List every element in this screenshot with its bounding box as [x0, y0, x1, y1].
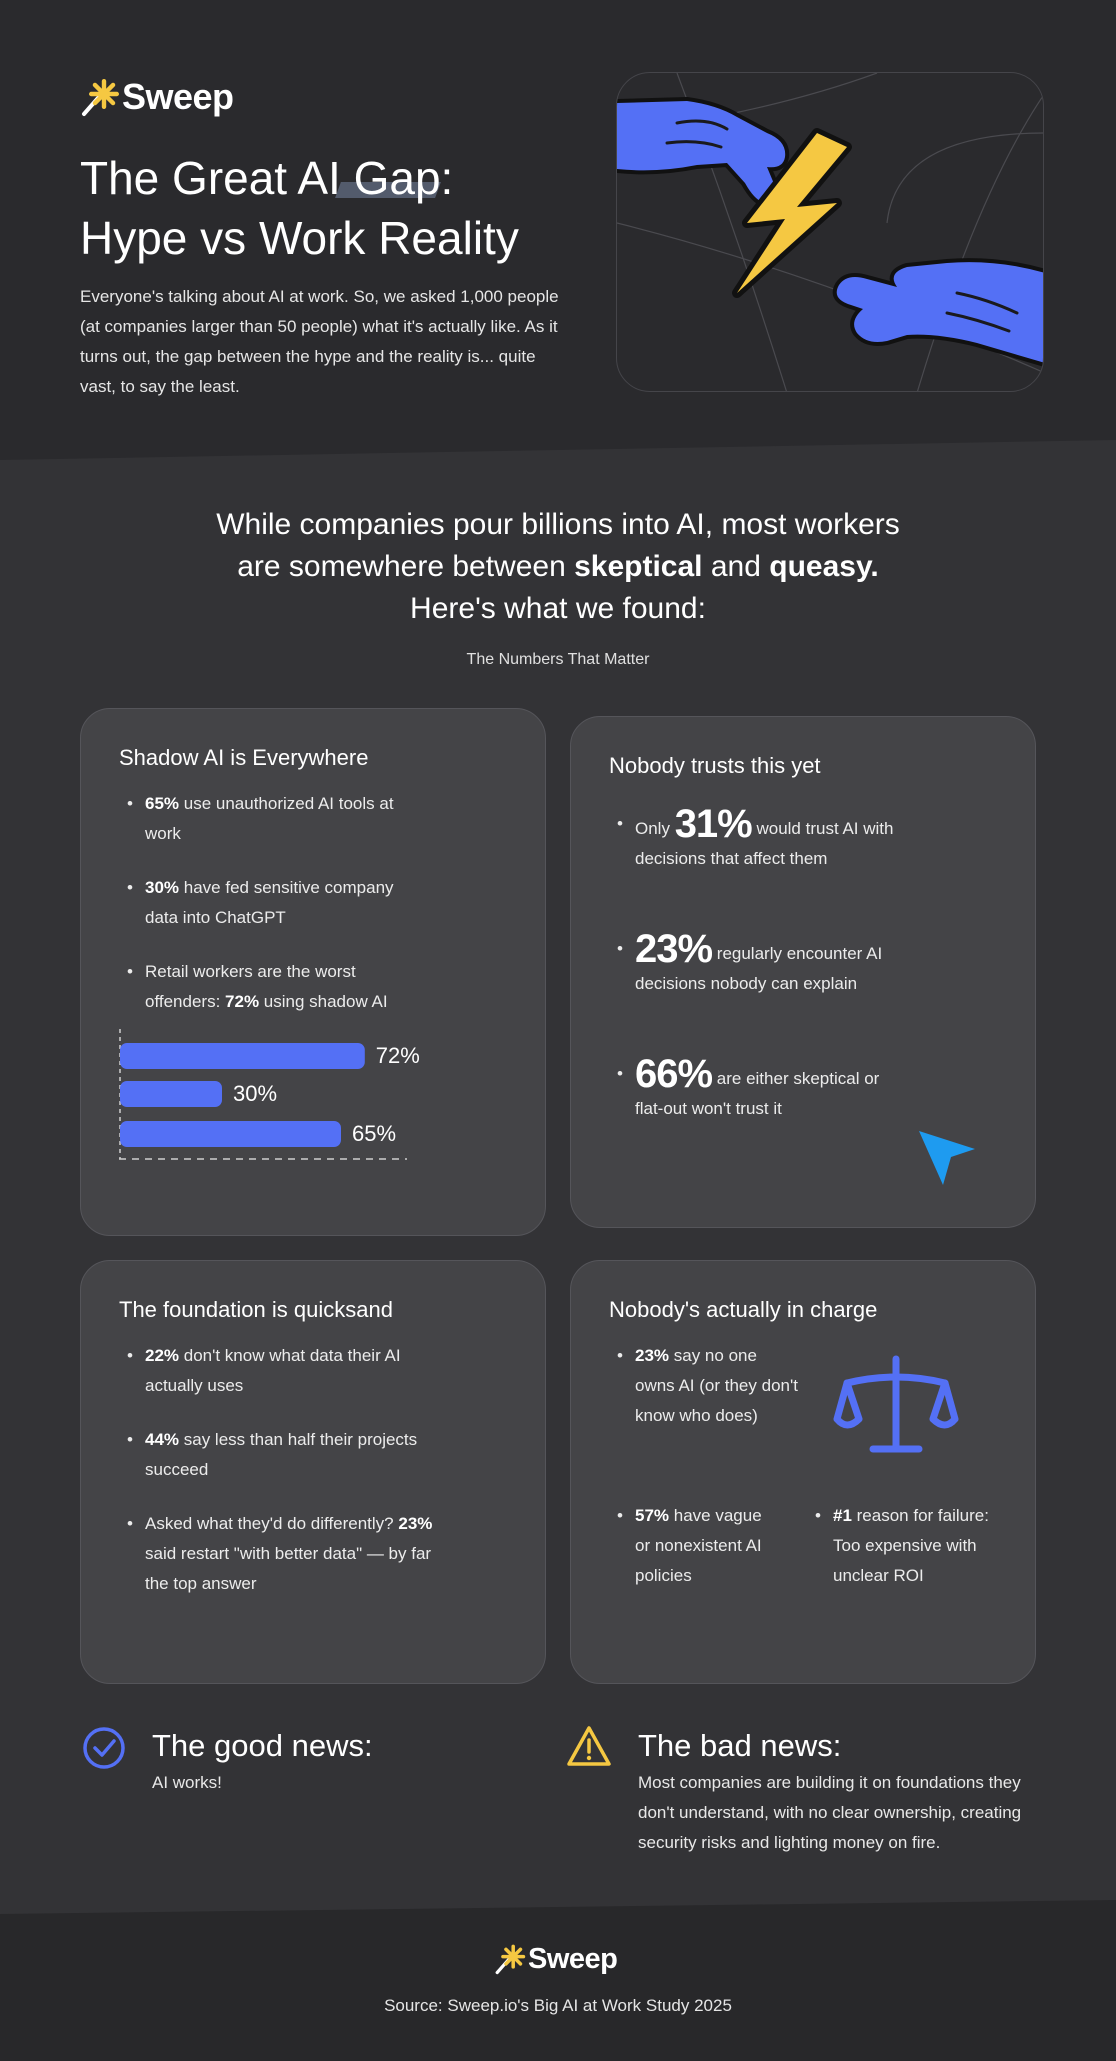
page-title [80, 148, 600, 268]
hero-illustration [616, 72, 1044, 392]
stat-list [807, 1501, 997, 1591]
stat-list [609, 802, 909, 1124]
list-item: • 44% say less than half their projects succeed [119, 1425, 439, 1485]
footer-brand-logo[interactable] [494, 1942, 617, 1976]
stat-list [119, 1341, 439, 1599]
stat-list [609, 1341, 799, 1431]
card-title: Nobody trusts this yet [609, 753, 821, 778]
title-line-1: The Great AI Gap: [80, 152, 454, 204]
chart-bar [120, 1043, 365, 1069]
intro-bold-queasy: queasy. [769, 550, 879, 583]
stat-list [609, 1501, 779, 1591]
brand-logo[interactable] [80, 76, 234, 118]
bad-news-title: The bad news: [638, 1728, 842, 1763]
intro-line-2-pre: are somewhere between [237, 550, 575, 583]
list-item: • 65% use unauthorized AI tools at work [119, 789, 419, 849]
list-item: • 66% are either skeptical or flat-out won't trust it [609, 1059, 909, 1124]
footer-brand-name: Sweep [528, 1942, 618, 1975]
list-item: • Retail workers are the worst offenders: 72% using shadow AI [119, 957, 419, 1017]
list-item: • #1 reason for failure: Too expensive with unclear ROI [807, 1501, 997, 1591]
card-title: Nobody's actually in charge [609, 1297, 878, 1322]
shadow-ai-bar-chart [119, 1029, 439, 1169]
chart-bar [120, 1081, 222, 1107]
bad-news-text: Most companies are building it on foundations they don't understand, with no clear ownership, creating security risks and lighting money on fire. [638, 1773, 1022, 1852]
title-line-2: Hype vs Work Reality [80, 212, 519, 264]
list-item: • 22% don't know what data their AI actually uses [119, 1341, 439, 1401]
list-item: • Only 31% would trust AI with decisions that affect them [609, 809, 909, 874]
chart-bar [120, 1121, 341, 1147]
hero-description: Everyone's talking about AI at work. So, we asked 1,000 people (at companies larger than 50 people) what it's actually like. As it turns out, the gap between the hype and the reality is... quite vast, to say the least. [80, 287, 559, 396]
intro-headline [108, 504, 1008, 630]
card-in-charge [570, 1260, 1036, 1684]
list-item: • 23% say no one owns AI (or they don't know who does) [609, 1341, 799, 1431]
intro-line-1: While companies pour billions into AI, most workers [216, 508, 900, 541]
bad-news [638, 1728, 1038, 1858]
list-item: • 57% have vague or nonexistent AI policies [609, 1501, 779, 1591]
intro-line-2 [108, 546, 1008, 588]
warning-triangle-icon [566, 1724, 612, 1768]
good-news-text: AI works! [152, 1773, 222, 1792]
good-news [152, 1728, 532, 1798]
stat-list [119, 789, 419, 1017]
chart-data-label: 72% [375, 1043, 420, 1068]
list-item: • 23% regularly encounter AI decisions nobody can explain [609, 934, 909, 999]
card-foundation [80, 1260, 546, 1684]
good-news-title: The good news: [152, 1728, 373, 1763]
hands-lightning-illustration [617, 73, 1044, 392]
source-citation: Source: Sweep.io's Big AI at Work Study 2025 [384, 1996, 732, 2015]
brand-name: Sweep [122, 76, 234, 117]
balance-scale-icon [833, 1353, 959, 1457]
intro-bold-skeptical: skeptical [574, 550, 703, 583]
card-trust [570, 716, 1036, 1228]
card-title: Shadow AI is Everywhere [119, 745, 369, 770]
chart-data-label: 65% [352, 1121, 397, 1146]
card-title: The foundation is quicksand [119, 1297, 393, 1322]
intro-line-3: Here's what we found: [410, 592, 706, 625]
card-shadow-ai [80, 708, 546, 1236]
intro-line-2-mid: and [702, 550, 770, 583]
section-subheading: The Numbers That Matter [466, 651, 650, 668]
footer-section [0, 1900, 1116, 2061]
sparkle-wand-icon [494, 1942, 526, 1976]
chart-data-label: 30% [233, 1081, 278, 1106]
check-circle-icon [82, 1726, 126, 1770]
pointer-arrow-icon [915, 1127, 979, 1191]
list-item: • 30% have fed sensitive company data into ChatGPT [119, 873, 419, 933]
list-item: • Asked what they'd do differently? 23% said restart "with better data" — by far the top answer [119, 1509, 439, 1599]
sparkle-wand-icon [80, 76, 120, 118]
